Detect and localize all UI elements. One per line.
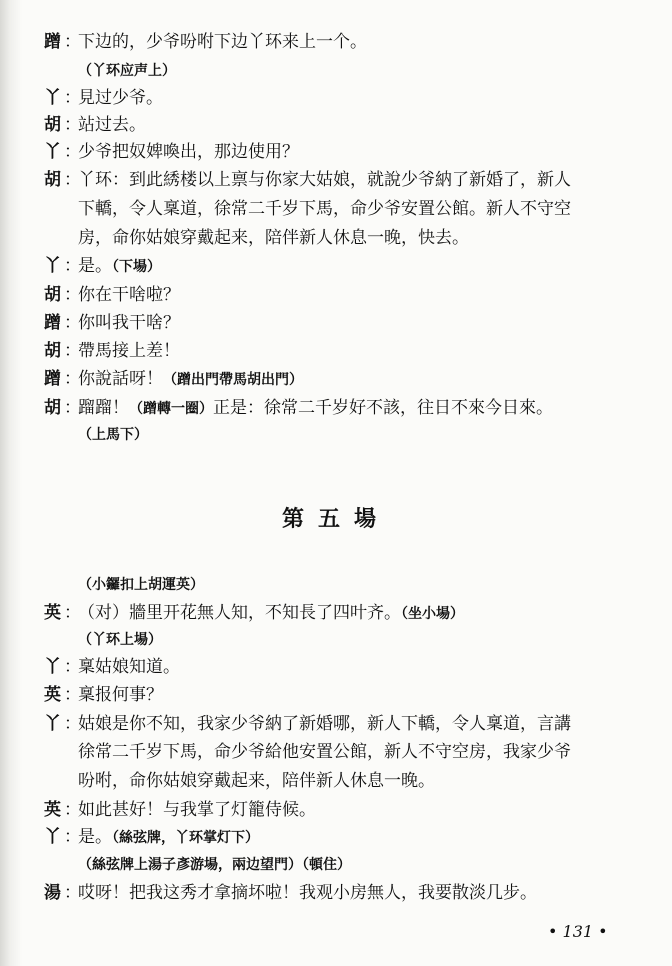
dialogue-text: 稟报何事？ bbox=[78, 685, 163, 705]
colon: ： bbox=[64, 285, 81, 305]
dialogue-text: 帶馬接上差！ bbox=[78, 341, 180, 361]
dialogue-text: 你叫我干啥？ bbox=[78, 313, 180, 333]
dialogue-line bbox=[44, 86, 644, 110]
dialogue-line bbox=[44, 254, 644, 279]
continuation-line: 徐常二千岁下馬，命少爷給他安置公館，新人不守空房，我家少爷 bbox=[78, 742, 571, 762]
binding-edge bbox=[0, 0, 22, 966]
dialogue-text: 是。 bbox=[78, 256, 112, 276]
dialogue-line bbox=[44, 601, 644, 626]
colon: ： bbox=[64, 142, 81, 162]
dialogue-line bbox=[44, 712, 644, 736]
dialogue-text: 正是：徐常二千岁好不該，往日不來今日來。 bbox=[213, 398, 553, 418]
dialogue-line bbox=[44, 113, 644, 137]
stage-direction: （小鑼扣上胡運英） bbox=[78, 577, 204, 593]
speaker: 丫 bbox=[44, 827, 61, 847]
dialogue-text: 少爷把奴婢喚出，那边使用？ bbox=[78, 142, 299, 162]
stage-direction: （丫环上場） bbox=[78, 632, 162, 648]
inline-stage-direction: （蹭出門帶馬胡出門） bbox=[163, 372, 303, 388]
speaker: 英 bbox=[44, 685, 61, 705]
inline-stage-direction: （坐小場） bbox=[401, 606, 464, 622]
dialogue-line bbox=[44, 367, 644, 392]
dialogue-text: 你在干啥啦？ bbox=[78, 285, 180, 305]
inline-stage-direction: （絲弦牌，丫环掌灯下） bbox=[112, 830, 259, 846]
dialogue-text: 站过去。 bbox=[78, 115, 146, 135]
inline-stage-direction: （下場） bbox=[112, 259, 161, 275]
colon: ： bbox=[64, 398, 81, 418]
speaker: 英 bbox=[44, 603, 61, 623]
continuation-line: 下轎，令人稟道，徐常二千岁下馬，命少爷安置公館。新人不守空 bbox=[78, 199, 571, 219]
dialogue-text: 下边的，少爷吩咐下边丫环来上一个。 bbox=[78, 32, 367, 52]
speaker: 英 bbox=[44, 800, 61, 820]
speaker: 胡 bbox=[44, 398, 61, 418]
dialogue-line bbox=[44, 311, 644, 335]
stage-direction: （上馬下） bbox=[78, 427, 148, 443]
dialogue-line bbox=[44, 798, 644, 822]
dialogue-text: 哎呀！把我这秀才拿摘坏啦！我观小房無人，我要散淡几步。 bbox=[78, 883, 537, 903]
dialogue-line bbox=[44, 683, 644, 707]
dialogue-line bbox=[44, 881, 644, 905]
colon: ： bbox=[64, 657, 81, 677]
colon: ： bbox=[64, 714, 81, 734]
dialogue-line bbox=[44, 283, 644, 307]
dialogue-line bbox=[44, 140, 644, 164]
colon: ： bbox=[64, 32, 81, 52]
colon: ： bbox=[64, 170, 81, 190]
dialogue-line bbox=[44, 30, 644, 54]
dialogue-text: 你說話呀！ bbox=[78, 369, 163, 389]
dialogue-text: 如此甚好！与我掌了灯籠侍候。 bbox=[78, 800, 316, 820]
dialogue-line bbox=[44, 339, 644, 363]
colon: ： bbox=[64, 369, 81, 389]
speaker: 胡 bbox=[44, 115, 61, 135]
speaker: 丫 bbox=[44, 88, 61, 108]
stage-direction: （絲弦牌上湯子彥游場，兩边望門）（頓住） bbox=[78, 857, 351, 873]
speaker: 丫 bbox=[44, 657, 61, 677]
dialogue-text: 稟姑娘知道。 bbox=[78, 657, 180, 677]
continuation-line: 吩咐，命你姑娘穿戴起来，陪伴新人休息一晚。 bbox=[78, 771, 435, 791]
dialogue-line bbox=[44, 168, 644, 192]
dialogue-text: 姑娘是你不知，我家少爷納了新婚哪，新人下轎，令人稟道，言講 bbox=[78, 714, 571, 734]
dialogue-text: 見过少爷。 bbox=[78, 88, 163, 108]
colon: ： bbox=[64, 341, 81, 361]
speaker: 胡 bbox=[44, 285, 61, 305]
speaker: 胡 bbox=[44, 341, 61, 361]
colon: ： bbox=[64, 256, 81, 276]
colon: ： bbox=[64, 313, 81, 333]
dialogue-text: 蹓蹓！ bbox=[78, 398, 129, 418]
dialogue-text: 丫环：到此綉楼以上禀与你家大姑娘，就說少爷納了新婚了，新人 bbox=[78, 170, 571, 190]
colon: ： bbox=[64, 603, 81, 623]
inline-stage-direction: （蹭轉一圈） bbox=[129, 401, 213, 417]
speaker: 蹭 bbox=[44, 369, 61, 389]
speaker: 蹭 bbox=[44, 313, 61, 333]
page-number: • 131 • bbox=[548, 922, 608, 941]
colon: ： bbox=[64, 827, 81, 847]
continuation-line: 房，命你姑娘穿戴起来，陪伴新人休息一晚，快去。 bbox=[78, 228, 469, 248]
dialogue-line bbox=[44, 825, 644, 850]
dialogue-line bbox=[44, 396, 644, 421]
scene-title: 第五場 bbox=[281, 506, 390, 532]
dialogue-text: 是。 bbox=[78, 827, 112, 847]
speaker: 湯 bbox=[44, 883, 61, 903]
speaker: 丫 bbox=[44, 256, 61, 276]
colon: ： bbox=[64, 800, 81, 820]
colon: ： bbox=[64, 883, 81, 903]
speaker: 蹭 bbox=[44, 32, 61, 52]
dialogue-line bbox=[44, 655, 644, 679]
colon: ： bbox=[64, 88, 81, 108]
stage-direction: （丫环应声上） bbox=[78, 63, 176, 79]
speaker: 丫 bbox=[44, 714, 61, 734]
dialogue-text: （对）牆里开花無人知，不知長了四叶齐。 bbox=[78, 603, 401, 623]
speaker: 胡 bbox=[44, 170, 61, 190]
speaker: 丫 bbox=[44, 142, 61, 162]
colon: ： bbox=[64, 115, 81, 135]
colon: ： bbox=[64, 685, 81, 705]
